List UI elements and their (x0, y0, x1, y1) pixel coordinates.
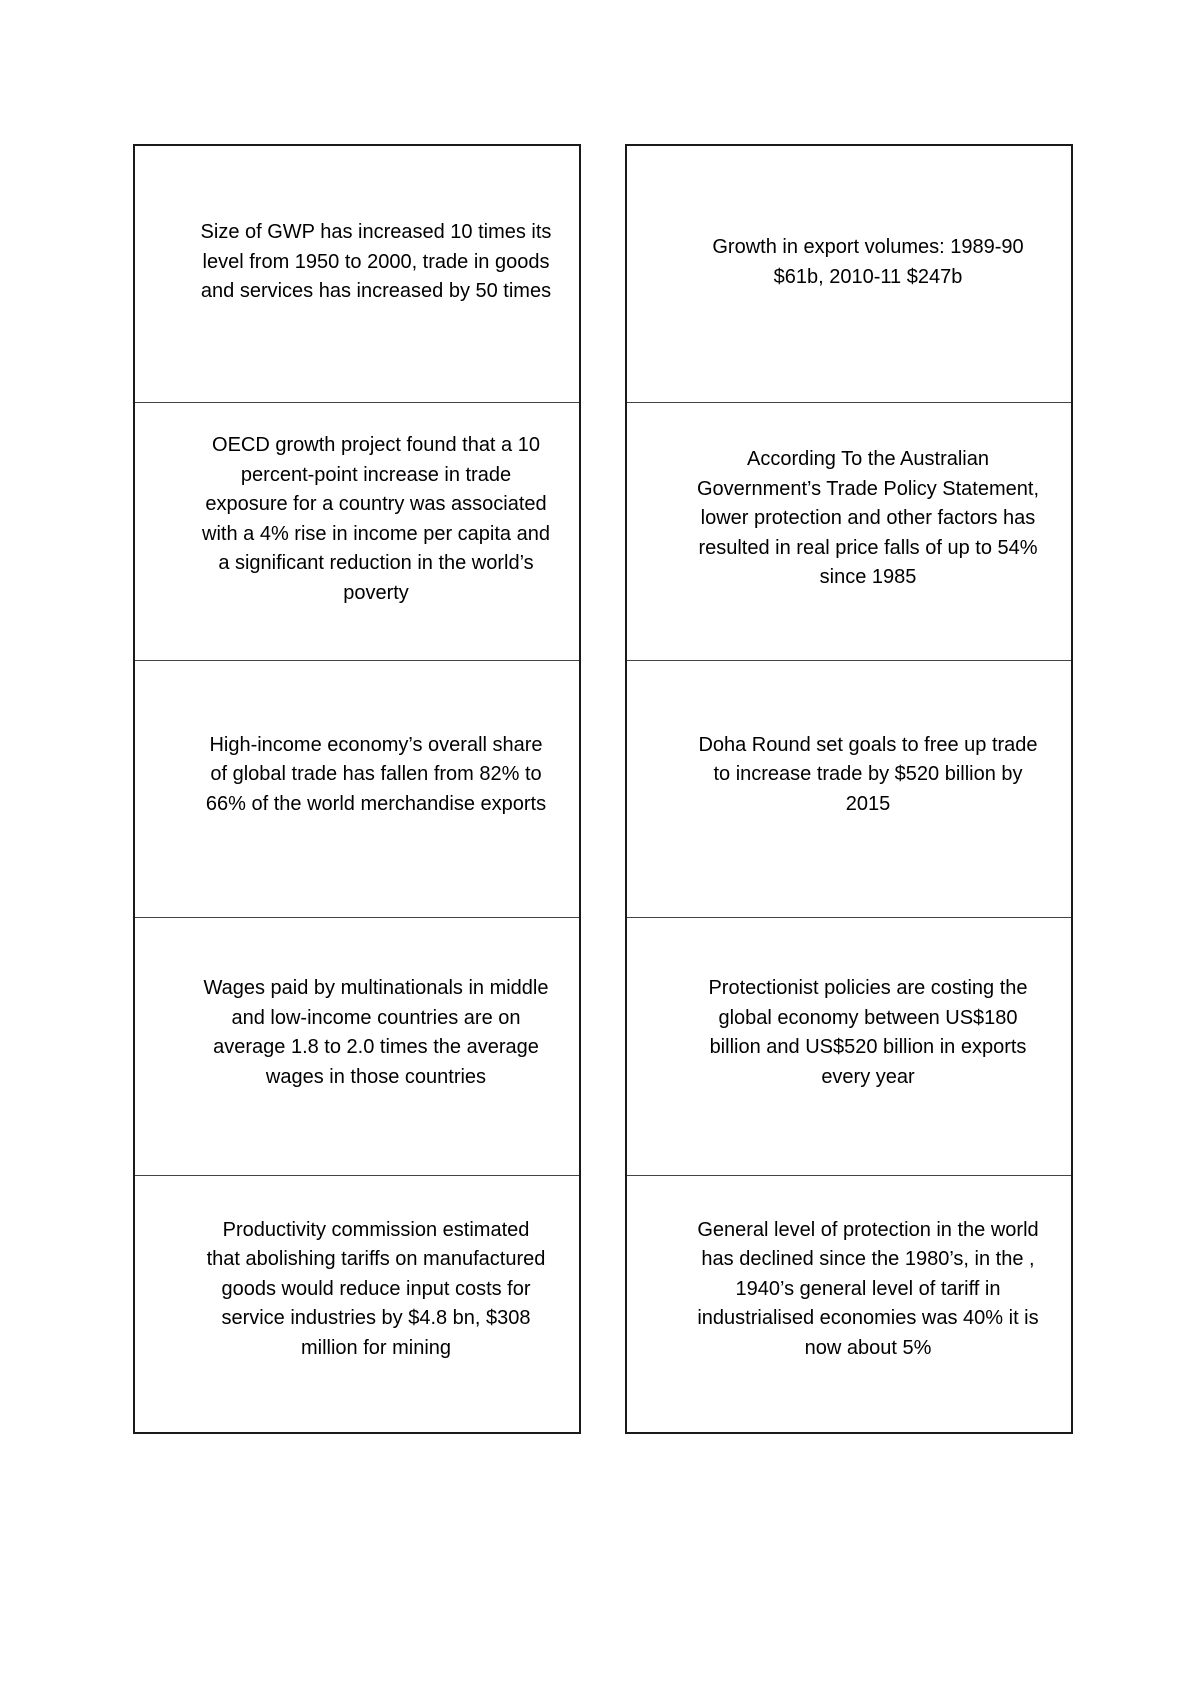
fact-card (627, 661, 1071, 918)
right-card-column (625, 144, 1073, 1434)
fact-card-text: Wages paid by multinationals in middle and low-income countries are on average 1.8 to 2.0 times the average wages in those countries (203, 977, 549, 1088)
fact-card (627, 146, 1071, 403)
fact-card-text: Size of GWP has increased 10 times its level from 1950 to 2000, trade in goods and services has increased by 50 times (200, 221, 552, 302)
fact-card-text: Doha Round set goals to free up trade to increase trade by $520 billion by 2015 (698, 733, 1038, 815)
fact-card-text: High-income economy’s overall share of global trade has fallen from 82% to 66% of the world merchandise exports (205, 733, 547, 815)
fact-card-text: Growth in export volumes: 1989-90 $61b, 2010-11 $247b (712, 236, 1024, 288)
fact-card-text: According To the Australian Government’s Trade Policy Statement, lower protection and other factors has resulted in real price falls of up to 54% since 1985 (696, 448, 1039, 589)
fact-card (135, 403, 579, 660)
fact-card-text: General level of protection in the world has declined since the 1980’s, in the , 1940’s general level of tariff in industrialised economies was 40% it is now about 5% (697, 1218, 1039, 1359)
fact-card-text: Productivity commission estimated that abolishing tariffs on manufactured goods would reduce input costs for service industries by $4.8 bn, $308 million for mining (206, 1218, 546, 1359)
fact-card (627, 918, 1071, 1175)
fact-card-text: OECD growth project found that a 10 percent-point increase in trade exposure for a country was associated with a 4% rise in income per capita and a significant reduction in the world’s poverty (202, 434, 550, 604)
fact-card (627, 403, 1071, 660)
fact-card (135, 1176, 579, 1432)
left-card-column (133, 144, 581, 1434)
fact-card (135, 661, 579, 918)
fact-card (135, 146, 579, 403)
fact-card (135, 918, 579, 1175)
fact-card-text: Protectionist policies are costing the global economy between US$180 billion and US$520 billion in exports every year (708, 977, 1028, 1088)
fact-card (627, 1176, 1071, 1432)
